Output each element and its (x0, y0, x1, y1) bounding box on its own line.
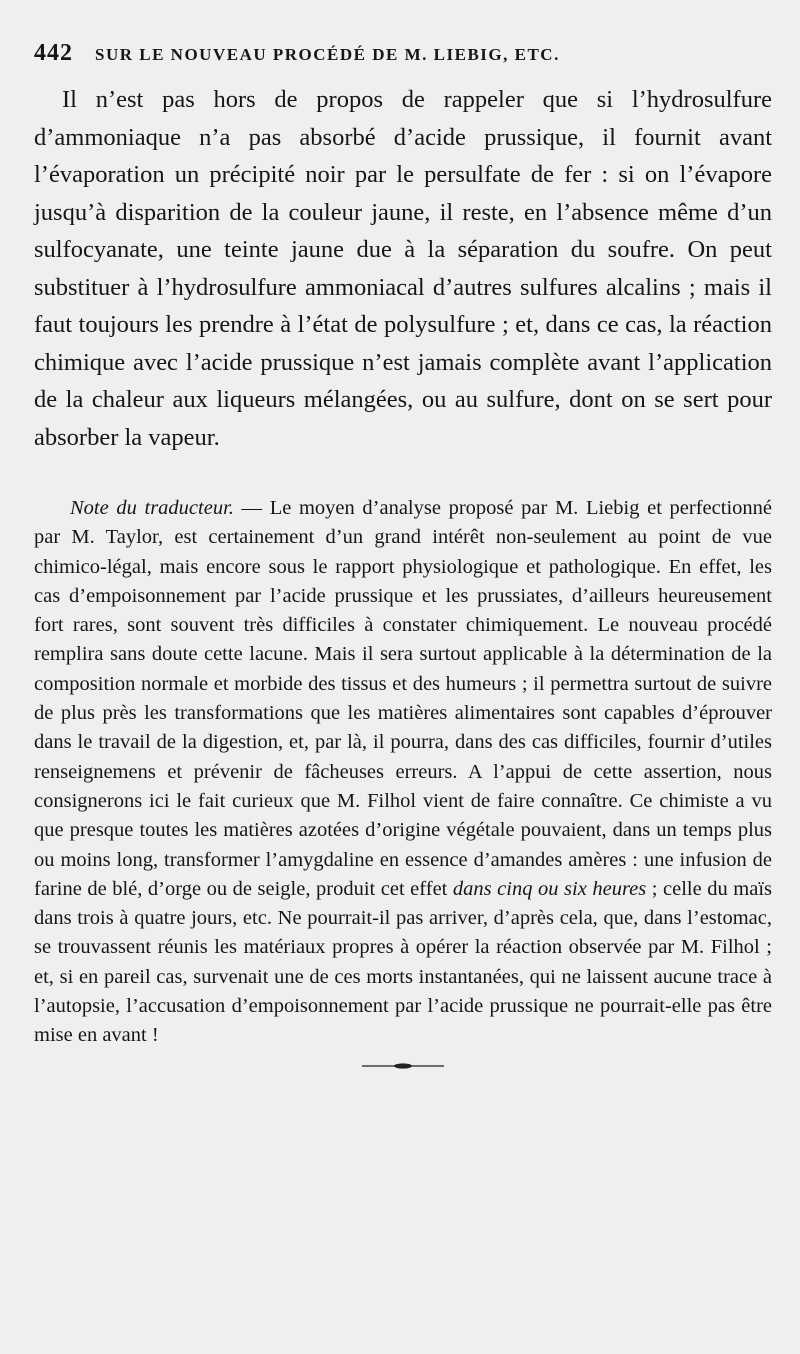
ornament-flourish-icon (358, 1060, 448, 1072)
translator-note (34, 494, 772, 1051)
end-ornament (34, 1057, 772, 1077)
running-head (34, 40, 772, 67)
note-emphasis: dans cinq ou six heures (452, 877, 647, 900)
page-number: 442 (34, 40, 73, 66)
main-paragraph: Il n’est pas hors de propos de rappeler que si l’hydrosulfure d’ammoniaque n’a pas absorbé d’acide prussique, il fournit avant l’évaporation un précipité noir par le persulfate de fer : si on l’évapore jusqu’à disparition de la couleur jaune, il reste, en l’absence même d’un sulfocyanate, une teinte jaune due à la séparation du soufre. On peut substituer à l’hydrosulfure ammoniacal d’autres sulfures alcalins ; mais il faut toujours les prendre à l’état de polysulfure ; et, dans ce cas, la réaction chimique avec l’acide prussique n’est jamais complète avant l’application de la chaleur aux liqueurs mélangées, ou au sulfure, dont on se sert pour absorber la vapeur. (34, 86, 772, 451)
running-title: SUR LE NOUVEAU PROCÉDÉ DE M. LIEBIG, ETC. (95, 45, 560, 64)
note-text-part-1: — Le moyen d’analyse proposé par M. Liebig et perfectionné par M. Taylor, est certainement d’un grand intérêt non-seulement au point de vue chimico-légal, mais encore sous le rapport physiologique et pathologique. En effet, les cas d’empoisonnement par l’acide prussique et les prussiates, d’ailleurs heureusement fort rares, sont souvent très difficiles à constater chimiquement. Le nouveau procédé remplira sans doute cette lacune. Mais il sera surtout applicable à la détermination de la composition normale et morbide des tissus et des humeurs ; il permettra surtout de suivre de plus près les transformations que les matières alimentaires sont capables d’éprouver dans le travail de la digestion, et, par là, il pourra, dans des cas difficiles, fournir d’utiles renseignemens et prévenir de fâcheuses erreurs. A l’appui de cette assertion, nous consignerons ici le fait curieux que M. Filhol vient de faire connaître. Ce chimiste a vu que presque toutes les matières azotées d’origine végétale pouvaient, dans un temps plus ou moins long, transformer l’amygdaline en essence d’amandes amères : une infusion de farine de blé, d’orge ou de seigle, produit cet effet (34, 497, 772, 900)
note-label: Note du traducteur. (70, 497, 234, 519)
note-text-part-2: ; celle du maïs dans trois à quatre jours, etc. Ne pourrait-il pas arriver, d’après cela, que, dans l’estomac, se trouvassent réunis les matériaux propres à opérer la réaction observée par M. Filhol ; et, si en pareil cas, survenait une de ces morts instantanées, qui ne laissent aucune trace à l’autopsie, l’accusation d’empoisonnement par l’acide prussique ne pourrait-elle pas être mise en avant ! (34, 877, 773, 1047)
